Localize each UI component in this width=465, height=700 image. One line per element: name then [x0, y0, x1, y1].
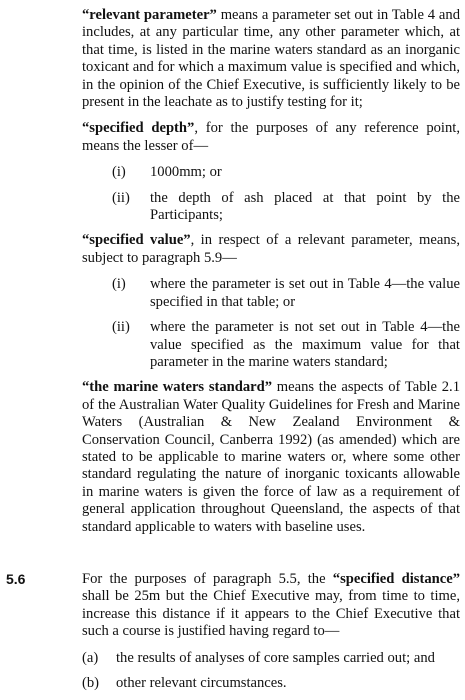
list-item	[82, 319, 460, 371]
list-item	[82, 190, 460, 225]
definition-specified-value	[82, 232, 460, 267]
definition-text: means a parameter set out in Table 4 and includes, at any particular time, any other parameter which, at that time, is listed in the marine waters standard as an inorganic toxicant and for which a maximum value is specified and which, in the opinion of the Chief Executive, is sufficiently likely to be present in the leachate as to justify testing for it;	[82, 7, 460, 111]
item-number: (ii)	[112, 189, 130, 206]
list-item	[82, 675, 460, 692]
item-text: other relevant circumstances.	[116, 675, 287, 692]
item-number: (i)	[112, 276, 126, 293]
defined-term: “specified depth”	[82, 120, 195, 137]
section-paragraph	[82, 571, 460, 641]
section-text-after: shall be 25m but the Chief Executive may, from time to time, increase this distance if it appears to the Chief Executive that such a course is justified having regard to—	[82, 588, 460, 640]
defined-term: “relevant parameter”	[82, 7, 217, 23]
section-text-before: For the purposes of paragraph 5.5, the	[82, 571, 333, 587]
item-text: the depth of ash placed at that point by the Participants;	[150, 189, 460, 224]
list-item	[82, 164, 460, 181]
list-item	[82, 650, 460, 667]
section-number: 5.6	[6, 571, 26, 587]
defined-term: “specified distance”	[332, 571, 460, 587]
definition-text: means the aspects of Table 2.1 of the Australian Water Quality Guidelines for Fresh and Marine Waters (Australian & New Zealand Environment & Conservation Council, Canberra 1992) (as amended) which are stated to be applicable to marine waters or, where some other standard regulating the nature of inorganic toxicants allowable in marine waters is given the force of law as a requirement of general application throughout Queensland, the aspects of that standard applicable to waters with baseline uses.	[82, 379, 460, 535]
item-text: where the parameter is set out in Table 4—the value specified in that table; or	[150, 276, 460, 310]
definition-specified-depth	[82, 120, 460, 155]
item-text: where the parameter is not set out in Table 4—the value specified as the maximum value for that parameter in the marine waters standard;	[150, 319, 460, 370]
definition-text: , in respect of a relevant parameter, means, subject to paragraph 5.9—	[82, 232, 460, 266]
definition-relevant-parameter	[82, 7, 460, 111]
item-text: the results of analyses of core samples carried out; and	[116, 649, 435, 666]
item-number: (i)	[112, 164, 126, 181]
list-item	[82, 276, 460, 311]
item-number: (a)	[82, 649, 99, 666]
defined-term: “the marine waters standard”	[82, 379, 273, 396]
item-text: 1000mm; or	[150, 164, 222, 181]
item-number: (b)	[82, 675, 100, 692]
definition-marine-waters-standard	[82, 379, 460, 536]
defined-term: “specified value”	[82, 232, 191, 249]
item-number: (ii)	[112, 319, 130, 336]
definitions-block	[82, 7, 460, 545]
definition-text: , for the purposes of any reference point, means the lesser of—	[82, 120, 460, 154]
section-body	[82, 571, 460, 700]
